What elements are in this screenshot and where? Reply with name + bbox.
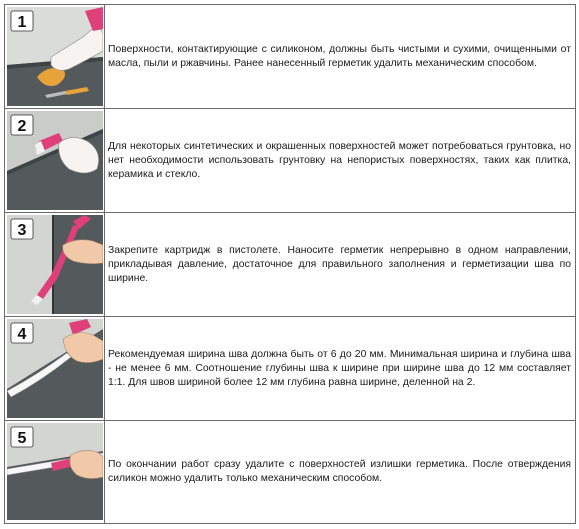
step-4-text: Рекомендуемая ширина шва должна быть от 6 до 20 мм. Минимальная ширина и глубина шва - не менее 6 мм. Соотношение глубины шва к ширине при ширине шва до 12 мм составляет 1:1. Для швов шириной более 12 мм глубина равна ширине, деленной на 2. [108, 348, 571, 388]
step-1-text: Поверхности, контактирующие с силиконом, должны быть чистыми и сухими, очищенными от масла, пыли и ржавчины. Ранее нанесенный герметик удалить механическим способом. [108, 43, 571, 69]
step-2-text-cell [108, 109, 571, 212]
step-4-text-cell [108, 317, 571, 420]
step-row-1 [5, 5, 575, 109]
step-row-4 [5, 317, 575, 421]
step-5-badge: 5 [17, 430, 27, 447]
step-3-illustration [5, 213, 105, 316]
step-4-illustration [5, 317, 105, 420]
step-3-text: Закрепите картридж в пистолете. Наносите герметик непрерывно в одном направлении, прикладывая давление, достаточное для правильного заполнения и герметизации шва по ширине. [108, 244, 571, 284]
step-2-text: Для некоторых синтетических и окрашенных поверхностей может потребоваться грунтовка, но нет необходимости использовать грунтовку на непористых поверхностях, таких как плитка, керамика и стекло. [108, 140, 571, 180]
step-1-text-cell [108, 5, 571, 108]
step-3-badge: 3 [17, 222, 27, 239]
step-row-2 [5, 109, 575, 213]
step-row-3 [5, 213, 575, 317]
step-5-illustration [5, 421, 105, 523]
step-2-illustration [5, 109, 105, 212]
step-5-text-cell [108, 421, 571, 523]
smoothing-sealant-image [7, 319, 103, 418]
removing-excess-image [7, 423, 103, 520]
instructions-table [4, 4, 576, 524]
step-2-badge: 2 [17, 118, 27, 135]
step-row-5 [5, 421, 575, 523]
step-5-text: По окончании работ сразу удалите с поверхностей излишки герметика. После отверждения силикон можно удалить только механическим способом. [108, 459, 571, 484]
step-4-badge: 4 [17, 326, 27, 343]
caulking-gun-image [7, 215, 103, 314]
primer-brush-image [7, 111, 103, 210]
wiping-surface-image [7, 7, 103, 106]
step-1-badge: 1 [17, 14, 27, 31]
step-3-text-cell [108, 213, 571, 316]
step-1-illustration [5, 5, 105, 108]
